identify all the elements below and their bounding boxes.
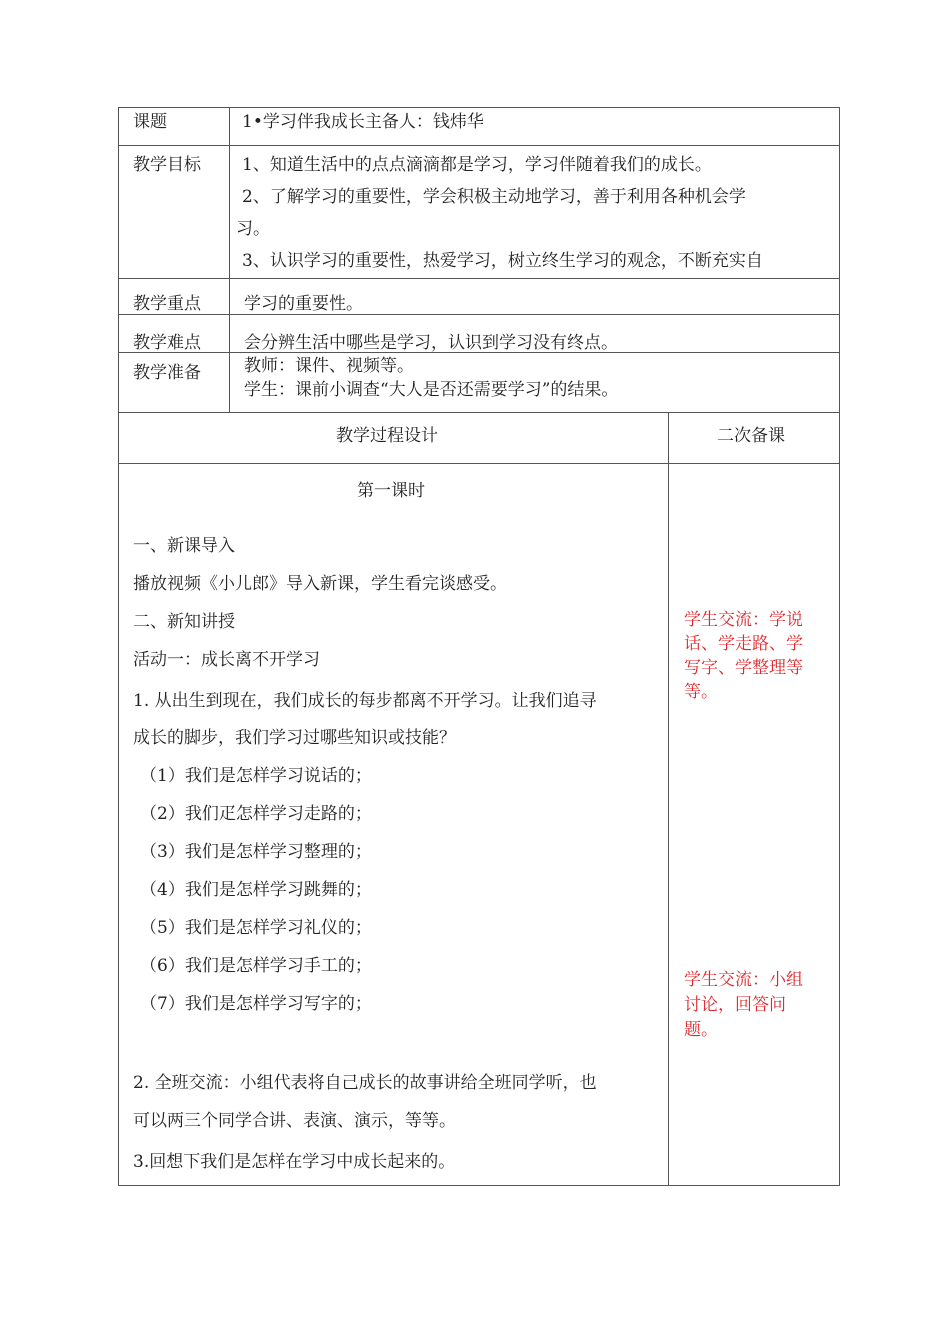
goal-line: 习。 (236, 219, 270, 239)
note-line: 讨论，回答问 (684, 995, 786, 1015)
activity-heading: 活动一：成长离不开学习 (133, 650, 320, 670)
paragraph: 成长的脚步，我们学习过哪些知识或技能？ (133, 728, 456, 748)
prep-line: 教师：课件、视频等。 (244, 356, 414, 376)
table-rule (118, 278, 840, 279)
list-item: （4）我们是怎样学习跳舞的； (140, 880, 372, 900)
table-border-top (118, 107, 840, 108)
table-border-left (118, 107, 119, 1186)
subject-label: 课题 (133, 112, 167, 132)
table-rule (118, 145, 840, 146)
note-line: 等。 (684, 682, 718, 702)
note-line: 学生交流：小组 (684, 970, 803, 990)
process-column-header: 教学过程设计 (336, 426, 438, 446)
table-rule (118, 314, 840, 315)
section-heading: 一、新课导入 (133, 536, 235, 556)
paragraph: 2. 全班交流：小组代表将自己成长的故事讲给全班同学听，也 (133, 1073, 597, 1093)
difficulty-value: 会分辨生活中哪些是学习，认识到学习没有终点。 (244, 333, 618, 353)
table-rule (118, 463, 840, 464)
paragraph: 播放视频《小儿郎》导入新课，学生看完谈感受。 (133, 574, 507, 594)
list-item: （3）我们是怎样学习整理的； (140, 842, 372, 862)
note-line: 写字、学整理等 (684, 658, 803, 678)
prep-line: 学生：课前小调查“大人是否还需要学习”的结果。 (244, 380, 619, 400)
paragraph: 可以两三个同学合讲、表演、演示，等等。 (133, 1111, 456, 1131)
secondary-column-header: 二次备课 (717, 426, 785, 446)
list-item: （7）我们是怎样学习写字的； (140, 994, 372, 1014)
difficulty-label: 教学难点 (133, 333, 201, 353)
notes-column-divider (668, 412, 669, 1186)
label-column-divider (229, 107, 230, 413)
subject-value: 1•学习伴我成长主备人：钱炜华 (242, 112, 484, 132)
note-line: 学生交流：学说 (684, 610, 803, 630)
prep-label: 教学准备 (133, 363, 201, 383)
table-rule (118, 412, 840, 413)
list-item: （6）我们是怎样学习手工的； (140, 956, 372, 976)
lesson-title: 第一课时 (357, 481, 425, 501)
list-item: （5）我们是怎样学习礼仪的； (140, 918, 372, 938)
list-item: （1）我们是怎样学习说话的； (140, 766, 372, 786)
goals-label: 教学目标 (133, 155, 201, 175)
section-heading: 二、新知讲授 (133, 612, 235, 632)
paragraph: 1. 从出生到现在，我们成长的每步都离不开学习。让我们追寻 (133, 691, 597, 711)
goal-line: 1、知道生活中的点点滴滴都是学习，学习伴随着我们的成长。 (242, 155, 712, 175)
list-item: （2）我们疋怎样学习走路的； (140, 804, 372, 824)
note-line: 话、学走路、学 (684, 634, 803, 654)
note-line: 题。 (684, 1020, 718, 1040)
table-border-bottom (118, 1185, 840, 1186)
table-border-right (839, 107, 840, 1186)
paragraph: 3.回想下我们是怎样在学习中成长起来的。 (133, 1152, 456, 1172)
focus-value: 学习的重要性。 (244, 294, 363, 314)
goal-line: 2、了解学习的重要性，学会积极主动地学习，善于利用各种机会学 (242, 187, 746, 207)
focus-label: 教学重点 (133, 294, 201, 314)
goal-line: 3、认识学习的重要性，热爱学习，树立终生学习的观念，不断充实自 (242, 251, 763, 271)
